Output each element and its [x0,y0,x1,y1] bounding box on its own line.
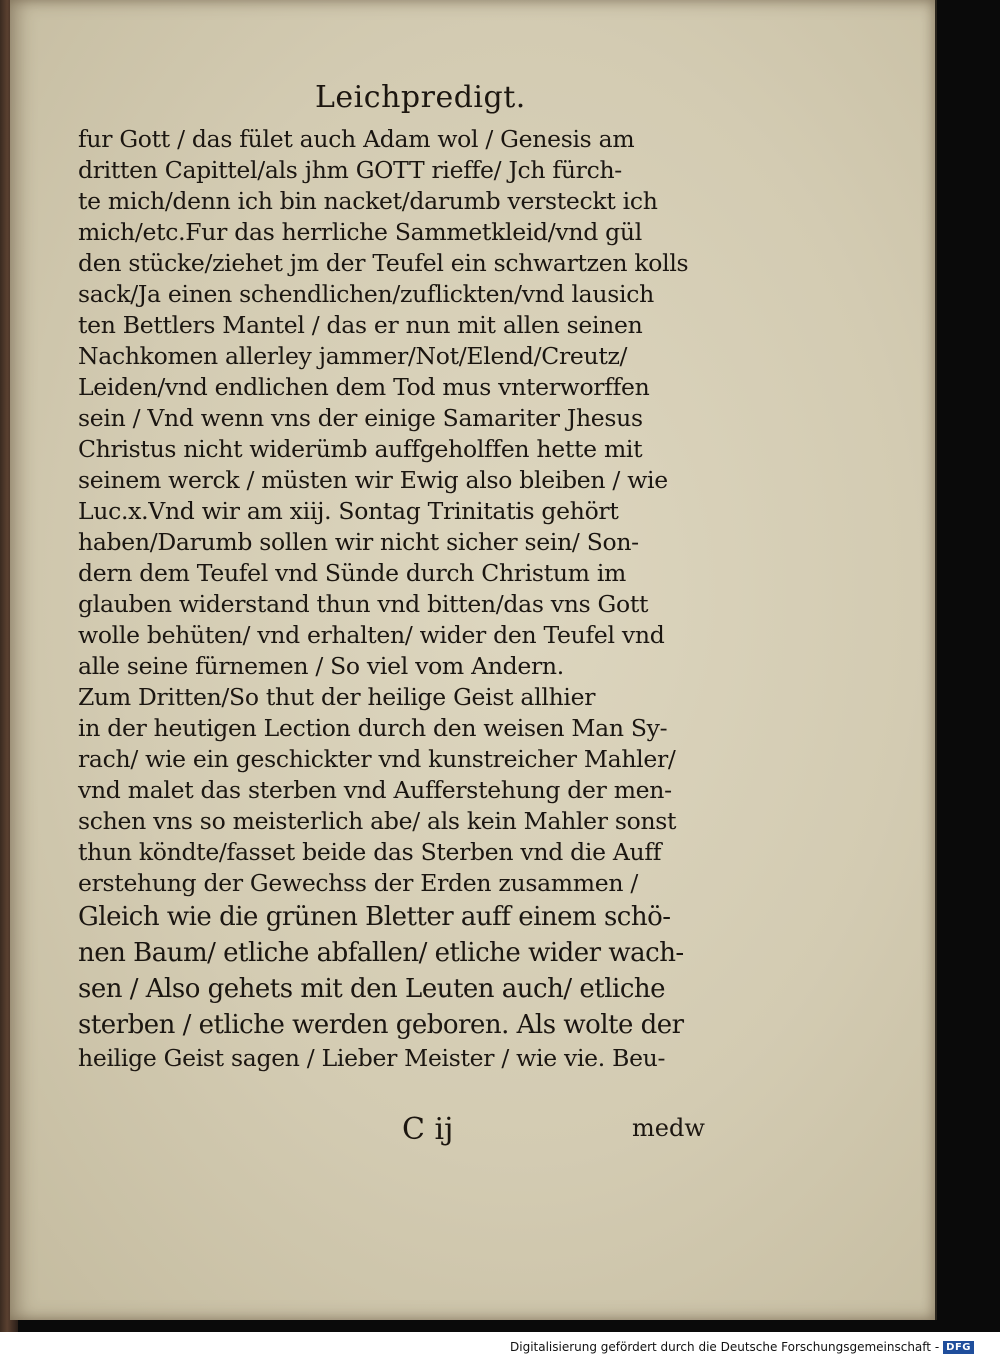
text-line: dern dem Teufel vnd Sünde durch Christum im [78,559,627,587]
funding-credit [510,1340,974,1354]
credit-text: Digitalisierung gefördert durch die Deutsche Forschungsgemeinschaft - [510,1340,940,1354]
text-line: rach/ wie ein geschickter vnd kunstreicher Mahler/ [78,745,676,773]
dfg-logo: DFG [943,1341,974,1354]
book-page [10,0,937,1320]
text-line: sterben / etliche werden geboren. Als wolte der [78,1010,684,1040]
text-line: alle seine fürnemen / So viel vom Andern. [78,652,564,680]
text-line: sen / Also gehets mit den Leuten auch/ etliche [78,974,666,1004]
text-line: thun köndte/fasset beide das Sterben vnd die Auff [78,838,662,866]
text-line: Nachkomen allerley jammer/Not/Elend/Creutz/ [78,342,628,370]
text-line: glauben widerstand thun vnd bitten/das vns Gott [78,590,649,618]
text-line: Leiden/vnd endlichen dem Tod mus vnterworffen [78,373,650,401]
running-head: Leichpredigt. [315,80,526,115]
text-line: vnd malet das sterben vnd Aufferstehung der men- [78,776,672,804]
text-line: Christus nicht widerümb auffgeholffen hette mit [78,435,643,463]
text-line: in der heutigen Lection durch den weisen Man Sy- [78,714,668,742]
text-line: heilige Geist sagen / Lieber Meister / wie vie. Beu- [78,1044,666,1072]
text-line: dritten Capittel/als jhm GOTT rieffe/ Jch fürch- [78,156,622,184]
text-line: nen Baum/ etliche abfallen/ etliche wider wach- [78,938,684,968]
catchword: medw [632,1114,705,1142]
text-line: haben/Darumb sollen wir nicht sicher sein/ Son- [78,528,639,556]
page-text [78,124,718,1074]
text-line: ten Bettlers Mantel / das er nun mit allen seinen [78,311,643,339]
text-line: Luc.x.Vnd wir am xiij. Sontag Trinitatis gehört [78,497,619,525]
signature-mark: C ij [402,1112,454,1147]
text-line: sack/Ja einen schendlichen/zuflickten/vnd lausich [78,280,654,308]
text-line: den stücke/ziehet jm der Teufel ein schwartzen kolls [78,249,689,277]
text-line: wolle behüten/ vnd erhalten/ wider den Teufel vnd [78,621,665,649]
text-line: fur Gott / das fület auch Adam wol / Genesis am [78,125,635,153]
text-line: schen vns so meisterlich abe/ als kein Mahler sonst [78,807,677,835]
text-line: Zum Dritten/So thut der heilige Geist allhier [78,683,596,711]
text-line: seinem werck / müsten wir Ewig also bleiben / wie [78,466,668,494]
text-line: mich/etc.Fur das herrliche Sammetkleid/vnd gül [78,218,642,246]
text-line: sein / Vnd wenn vns der einige Samariter Jhesus [78,404,643,432]
text-line: erstehung der Gewechss der Erden zusammen / [78,869,638,897]
text-line: te mich/denn ich bin nacket/darumb versteckt ich [78,187,658,215]
text-line: Gleich wie die grünen Bletter auff einem schö- [78,902,671,932]
